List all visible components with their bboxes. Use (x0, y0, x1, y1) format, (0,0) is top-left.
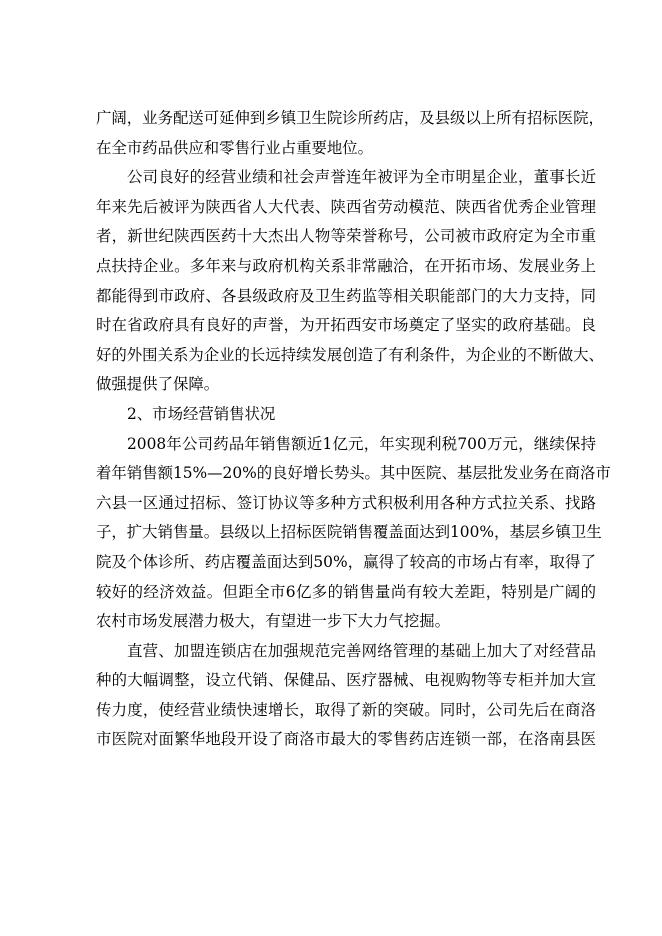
text-line-10: 做强提供了保障。 (96, 375, 220, 394)
text-line-15: 子，扩大销售量。县级以上招标医院销售覆盖面达到100%，基层乡镇卫生 (96, 523, 602, 542)
text-line-6: 点扶持企业。多年来与政府机构关系非常融洽，在开拓市场、发展业务上 (96, 256, 596, 275)
text-line-9: 好的外围关系为企业的长远持续发展创造了有利条件，为企业的不断做大、 (96, 345, 604, 364)
text-line-17: 较好的经济效益。但距全市6亿多的销售量尚有较大差距，特别是广阔的 (96, 582, 596, 601)
text-line-4: 年来先后被评为陕西省人大代表、陕西省劳动模范、陕西省优秀企业管理 (96, 197, 596, 216)
text-line-8: 时在省政府具有良好的声誉，为开拓西安市场奠定了坚实的政府基础。良 (96, 316, 596, 335)
text-line-22: 市医院对面繁华地段开设了商洛市最大的零售药店连锁一部，在洛南县医 (96, 730, 596, 749)
text-line-7: 都能得到市政府、各县级政府及卫生药监等相关职能部门的大力支持，同 (96, 286, 596, 305)
section-heading: 2、市场经营销售状况 (127, 404, 276, 423)
text-line-3: 公司良好的经营业绩和社会声誉连年被评为全市明星企业，董事长近 (127, 168, 596, 187)
text-line-21: 传力度，使经营业绩快速增长，取得了新的突破。同时，公司先后在商洛 (96, 700, 596, 719)
text-line-19: 直营、加盟连锁店在加强规范完善网络管理的基础上加大了对经营品 (127, 641, 596, 660)
text-line-1: 广阔，业务配送可延伸到乡镇卫生院诊所药店，及县级以上所有招标医院， (96, 109, 604, 127)
text-line-5: 者，新世纪陕西医药十大杰出人物等荣誉称号，公司被市政府定为全市重 (96, 227, 596, 246)
text-line-2: 在全市药品供应和零售行业占重要地位。 (96, 138, 374, 157)
text-line-13: 着年销售额15%—20%的良好增长势头。其中医院、基层批发业务在商洛市 (96, 464, 611, 483)
text-line-12: 2008年公司药品年销售额近1亿元，年实现利税700万元，继续保持 (127, 434, 596, 453)
text-line-14: 六县一区通过招标、签订协议等多种方式积极利用各种方式拉关系、找路 (96, 493, 596, 512)
text-line-18: 农村市场发展潜力极大，有望进一步下大力气挖掘。 (96, 612, 450, 631)
document-page (96, 104, 611, 755)
text-line-16: 院及个体诊所、药店覆盖面达到50%，赢得了较高的市场占有率，取得了 (96, 552, 596, 571)
text-line-20: 种的大幅调整，设立代销、保健品、医疗器械、电视购物等专柜并加大宣 (96, 671, 596, 690)
